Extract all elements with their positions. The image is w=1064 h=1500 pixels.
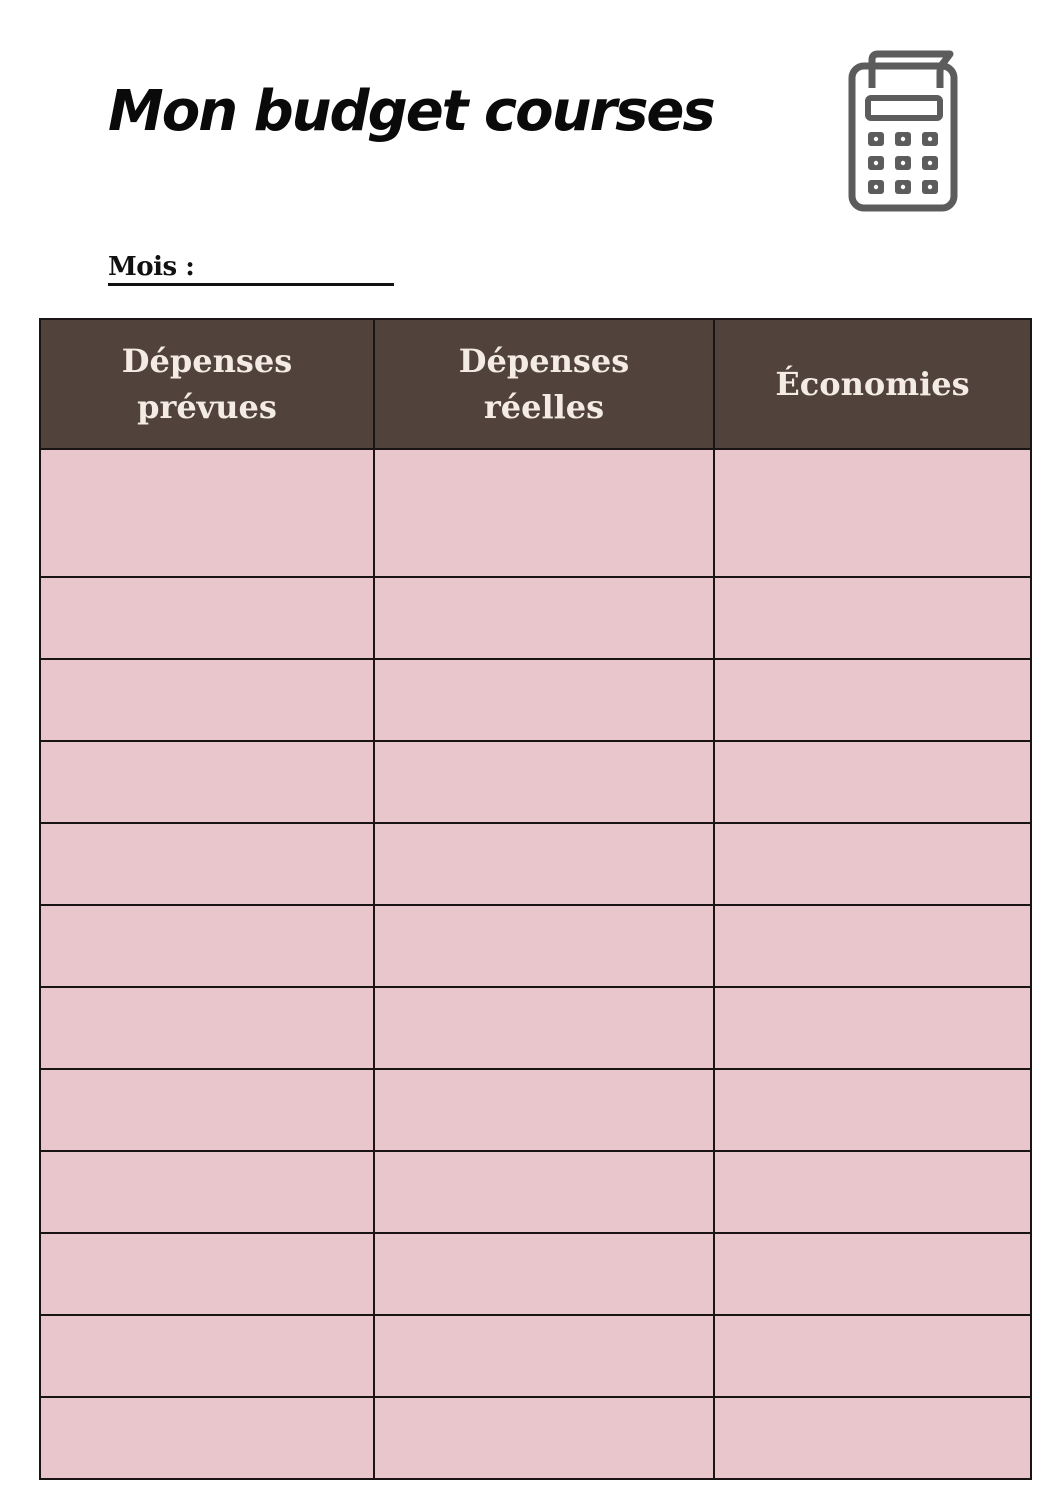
planned-expense-cell[interactable]	[40, 1069, 374, 1151]
actual-expense-cell[interactable]	[374, 1069, 714, 1151]
table-row	[40, 905, 1031, 987]
planned-expense-cell[interactable]	[40, 1233, 374, 1315]
planned-expense-cell[interactable]	[40, 905, 374, 987]
column-header-actual: Dépenses réelles	[374, 319, 714, 449]
planned-expense-cell[interactable]	[40, 823, 374, 905]
column-header-planned: Dépenses prévues	[40, 319, 374, 449]
table-row	[40, 987, 1031, 1069]
table-row	[40, 659, 1031, 741]
savings-cell[interactable]	[714, 577, 1031, 659]
planned-expense-cell[interactable]	[40, 449, 374, 577]
savings-cell[interactable]	[714, 1397, 1031, 1479]
actual-expense-cell[interactable]	[374, 1315, 714, 1397]
planned-expense-cell[interactable]	[40, 987, 374, 1069]
savings-cell[interactable]	[714, 1069, 1031, 1151]
table-row	[40, 1397, 1031, 1479]
planned-expense-cell[interactable]	[40, 741, 374, 823]
savings-cell[interactable]	[714, 1151, 1031, 1233]
table-row	[40, 449, 1031, 577]
actual-expense-cell[interactable]	[374, 1397, 714, 1479]
savings-cell[interactable]	[714, 905, 1031, 987]
page-title: Mon budget courses	[108, 79, 714, 144]
month-label: Mois :	[108, 252, 195, 282]
table-header-row	[40, 319, 1031, 449]
actual-expense-cell[interactable]	[374, 1233, 714, 1315]
actual-expense-cell[interactable]	[374, 449, 714, 577]
table-row	[40, 1069, 1031, 1151]
planned-expense-cell[interactable]	[40, 1315, 374, 1397]
actual-expense-cell[interactable]	[374, 741, 714, 823]
column-header-savings: Économies	[714, 319, 1031, 449]
planned-expense-cell[interactable]	[40, 577, 374, 659]
planned-expense-cell[interactable]	[40, 659, 374, 741]
savings-cell[interactable]	[714, 741, 1031, 823]
table-row	[40, 741, 1031, 823]
savings-cell[interactable]	[714, 823, 1031, 905]
actual-expense-cell[interactable]	[374, 905, 714, 987]
planned-expense-cell[interactable]	[40, 1397, 374, 1479]
actual-expense-cell[interactable]	[374, 1151, 714, 1233]
table-row	[40, 1233, 1031, 1315]
actual-expense-cell[interactable]	[374, 659, 714, 741]
savings-cell[interactable]	[714, 449, 1031, 577]
actual-expense-cell[interactable]	[374, 577, 714, 659]
calculator-icon	[846, 48, 960, 214]
savings-cell[interactable]	[714, 659, 1031, 741]
savings-cell[interactable]	[714, 987, 1031, 1069]
month-field[interactable]	[108, 250, 394, 286]
savings-cell[interactable]	[714, 1315, 1031, 1397]
table-row	[40, 577, 1031, 659]
table-row	[40, 823, 1031, 905]
table-row	[40, 1315, 1031, 1397]
planned-expense-cell[interactable]	[40, 1151, 374, 1233]
table-row	[40, 1151, 1031, 1233]
actual-expense-cell[interactable]	[374, 823, 714, 905]
savings-cell[interactable]	[714, 1233, 1031, 1315]
budget-table	[39, 318, 1032, 1480]
actual-expense-cell[interactable]	[374, 987, 714, 1069]
